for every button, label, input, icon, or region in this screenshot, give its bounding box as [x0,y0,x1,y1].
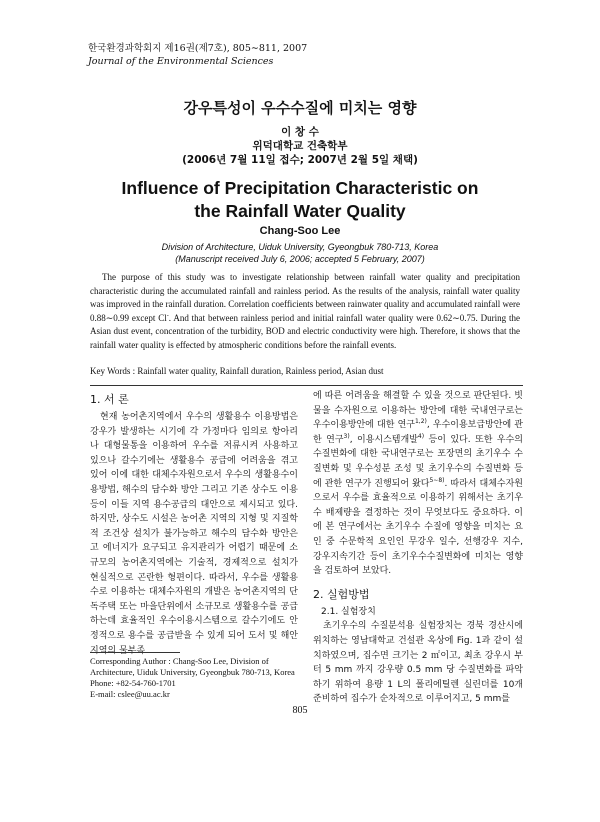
footnote-phone: Phone: +82-54-760-1701 [90,678,176,688]
continued-text-b: , 우수이용보급방안에 관한 연구 [313,420,523,445]
korean-affiliation: 위덕대학교 건축학부 [252,140,348,152]
english-title-line-2: the Rainfall Water Quality [194,201,406,221]
section-2-heading: 2. 실험방법 [313,587,370,601]
korean-author-block [0,125,600,167]
footnote-author: Corresponding Author : Chang-Soo Lee, Division of Architecture, Uiduk University, Gyeongbuk 780-713, Korea [90,656,295,677]
abstract-text-2: . And that between rainless period and initial rainfall water quality were 0.62∼0.75. During the Asian dust event, concentration of the turbidity, BOD and electric conductivity were high. Therefore, it shows that the rainfall water quality is effected by atmospheric conditions before the rainfall events. [90,312,520,350]
keywords: Key Words : Rainfall water quality, Rainfall duration, Rainless period, Asian dust [90,366,384,376]
left-column [90,392,298,822]
english-title-line-1: Influence of Precipitation Characteristic on [121,178,479,198]
ref-sup-2: 3) [343,432,350,440]
journal-citation: 한국환경과학회지 제16권(제7호), 805∼811, 2007 [88,43,308,54]
continued-text-e: . 따라서 대체수자원으로서 우수를 효율적으로 이용하기 위해서는 초기우수 배제량을 결정하는 것이 무엇보다도 중요하다. 이에 본 연구에서는 초기우수 수질에 영향을 미치는 요인 중 수문학적 요인인 무강우 일수, 선행강우 지수, 강우지속기간 등이 초기우수수질변화에 미치는 영향을 검토하여 보았다. [313,478,523,577]
corresponding-author-footnote [90,656,300,700]
english-affiliation: Division of Architecture, Uiduk University, Gyeongbuk 780-713, Korea [161,242,439,252]
korean-dates: (2006년 7월 11일 접수; 2007년 2월 5일 채택) [182,154,418,166]
footnote-email: E-mail: cslee@uu.ac.kr [90,689,170,699]
continued-text-d: 등이 있다. 또한 우수의 수질변화에 대한 국내연구로는 포장면의 초기우수 수질변화 및 우수성분 조성 및 초기우수의 수질변화 등에 관한 연구가 진행되어 왔다 [313,434,523,489]
english-affiliation-block [0,241,600,265]
abstract-sup: - [166,312,169,319]
section-divider [90,385,523,386]
continued-text-a: 에 따른 어려움을 해결할 수 있을 것으로 판단된다. 빗물을 수자원으로 이용하는 방안에 대한 국내연구로는 우수이용방안에 대한 연구 [313,391,523,431]
section-1-heading: 1. 서 론 [90,393,129,406]
ref-sup-1: 1,2) [414,418,427,426]
section-2-1-heading: 2.1. 실험장치 [321,606,376,617]
journal-name: Journal of the Environmental Sciences [88,56,274,67]
journal-header [88,42,307,68]
footnote-rule [90,652,180,653]
section-2-paragraph: 초기우수의 수질분석용 실험장치는 경북 경산시에 위치하는 영남대학교 건설관 옥상에 Fig. 1과 같이 설치하였으며, 집수면 크기는 2 ㎡이고, 최초 강우시 부터 5 mm 까지 강우량 0.5 mm 당 수질변화를 파악하기 위하여 용량 1 L의 폴리에틸렌 실린더를 10개 준비하여 집수가 순차적으로 이루어지고, 5 mm를 [313,621,523,705]
korean-title: 강우특성이 우수수질에 미치는 영향 [183,99,417,117]
abstract [90,271,520,353]
right-column [313,389,523,707]
ref-sup-4: 5∼8) [429,476,445,484]
continued-text-c: , 이용시스템개발 [349,434,418,445]
english-author: Chang-Soo Lee [259,225,341,237]
page-number: 805 [292,705,308,716]
manuscript-dates: (Manuscript received July 6, 2006; accepted 5 February, 2007) [175,254,425,264]
english-title [0,177,600,223]
section-1-continued-paragraph [313,389,523,579]
section-1-paragraph: 현재 농어촌지역에서 우수의 생활용수 이용방법은 강우가 발생하는 시기에 각 가정마다 임의로 항아리나 대형물통을 이용하여 우수를 저류시켜 사용하고 있으나 갈수기에는 생활용수 공급에 어려움을 겪고 있어 이에 대한 대체수자원으로서 우수의 생활용수이용방법, 해수의 담수화 방안 그리고 기존 상수도 이용 등이 이들 지역 용수공급의 대안으로 제시되고 있다. 하지만, 상수도 시설은 농어촌 지역의 지형 및 지질학적 조건상 설치가 불가능하고 해수의 담수화 방안은 고 에너지가 요구되고 유지관리가 어렵기 때문에 소규모의 농어촌지역에는 기술적, 경제적으로 설치가 현실적으로 곤란한 형편이다. 따라서, 우수를 생활용수로 이용하는 대체수자원의 개발은 농어촌지역의 단독주택 또는 마을단위에서 소규모로 생활용수를 공급하는데 효율적인 우수이용시스템으로 갈수기에도 안정적으로 용수를 공급받을 수 있게 되어 도서 및 해안지역의 물부족 [90,412,298,656]
ref-sup-3: 4) [417,432,425,440]
korean-author: 이 창 수 [281,126,319,138]
abstract-text-1: The purpose of this study was to investigate relationship between rainfall water quality and precipitation characteristic during the accumulated rainfall and rainless period. As the results of the analysis, rainfall water quality was improved in the rainfall duration. Correlation coefficients between rainwater quality and accumulated rainfall were 0.88∼0.99 except Cl [90,272,520,323]
